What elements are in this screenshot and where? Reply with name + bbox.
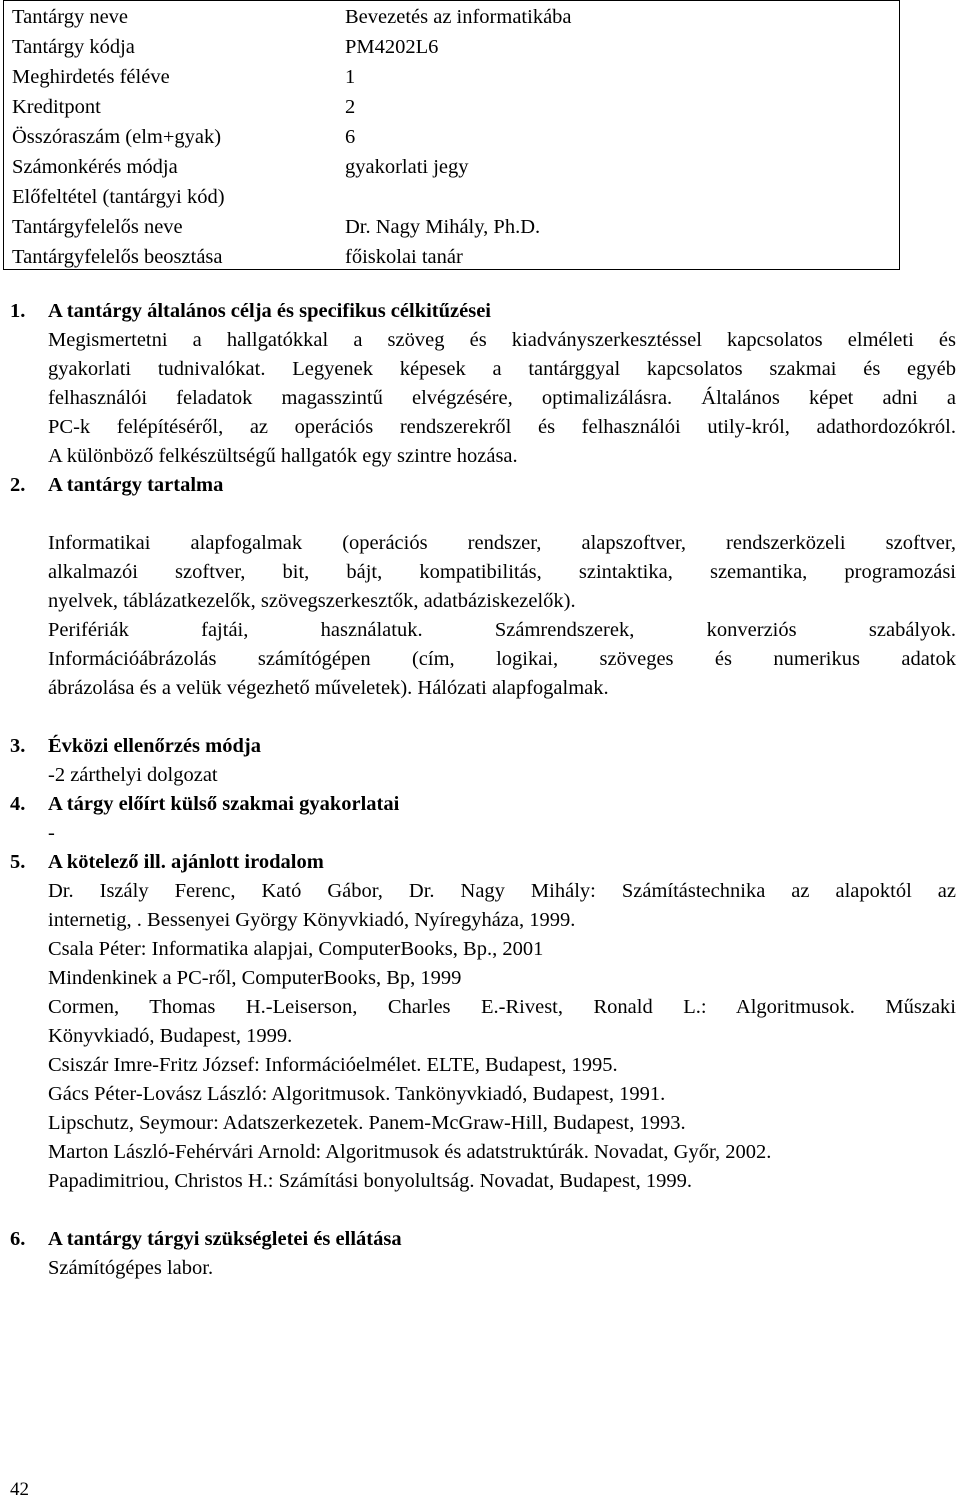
row-label: Tantárgy neve [12,6,129,28]
course-code-row [4,32,899,62]
row-value: PM4202L6 [345,36,439,58]
row-label: Tantárgyfelelős neve [12,216,183,238]
section-title: A tantárgy általános célja és specifikus célkitűzései [48,300,491,322]
reference-item: Dr. Iszály Ferenc, Kató Gábor, Dr. Nagy Mihály: Számítástechnika az alapoktól az [48,880,956,902]
credit-row [4,92,899,122]
spacer [48,703,956,732]
responsible-position-row [4,242,899,272]
responsible-name-row [4,212,899,242]
prerequisite-row [4,182,899,212]
section-6-heading [10,1225,956,1254]
row-value: Bevezetés az informatikába [345,6,572,28]
row-label: Meghirdetés féléve [12,66,170,88]
section-2-heading [10,471,956,500]
row-value: 1 [345,66,356,88]
section-number: 4. [10,793,26,815]
total-hours-row [4,122,899,152]
section-number: 2. [10,474,26,496]
course-name-row [4,2,899,32]
section-5-heading [10,848,956,877]
row-value: gyakorlati jegy [345,156,469,178]
section-1-line: felhasználói feladatok magasszintű elvégzésére, optimalizálásra. Általános képet adni a [48,387,956,409]
row-label: Kreditpont [12,96,101,118]
row-label: Előfeltétel (tantárgyi kód) [12,186,225,208]
section-number: 6. [10,1228,26,1250]
semester-row [4,62,899,92]
section-1-line: Megismertetni a hallgatókkal a szöveg és kiadványszerkesztéssel kapcsolatos elméleti és [48,329,956,351]
section-3-line: -2 zárthelyi dolgozat [48,764,218,786]
section-2-line: nyelvek, táblázatkezelők, szövegszerkesztők, adatbáziskezelők). [48,590,576,612]
reference-item: Papadimitriou, Christos H.: Számítási bonyolultság. Novadat, Budapest, 1999. [48,1170,692,1192]
spacer [48,500,956,529]
section-2-line: alkalmazói szoftver, bit, bájt, kompatibilitás, szintaktika, szemantika, programozási [48,561,956,583]
reference-item: Mindenkinek a PC-ről, ComputerBooks, Bp, 1999 [48,967,462,989]
section-1-line: gyakorlati tudnivalókat. Legyenek képesek a tantárggyal kapcsolatos szakmai és egyéb [48,358,956,380]
row-label: Tantárgy kódja [12,36,135,58]
row-label: Összóraszám (elm+gyak) [12,126,222,148]
reference-item: Könyvkiadó, Budapest, 1999. [48,1025,293,1047]
section-2-line: Információábrázolás számítógépen (cím, logikai, szöveges és numerikus adatok [48,648,956,670]
assessment-row [4,152,899,182]
reference-item: Marton László-Fehérvári Arnold: Algoritmusok és adatstruktúrák. Novadat, Győr, 2002. [48,1141,772,1163]
section-2-line: Informatikai alapfogalmak (operációs rendszer, alapszoftver, rendszerközeli szoftver, [48,532,956,554]
document-body [10,297,956,1283]
row-value: 6 [345,126,356,148]
section-number: 1. [10,300,26,322]
section-title: A tantárgy tartalma [48,474,224,496]
reference-item: Lipschutz, Seymour: Adatszerkezetek. Panem-McGraw-Hill, Budapest, 1993. [48,1112,686,1134]
section-6-line: Számítógépes labor. [48,1257,214,1279]
section-title: A tárgy előírt külső szakmai gyakorlatai [48,793,400,815]
row-value: főiskolai tanár [345,246,463,268]
course-info-table [3,0,900,270]
section-2-line: ábrázolása és a velük végezhető műveletek). Hálózati alapfogalmak. [48,677,609,699]
section-4-heading [10,790,956,819]
row-value: Dr. Nagy Mihály, Ph.D. [345,216,541,238]
spacer [48,1196,956,1225]
section-1-line: PC-k felépítéséről, az operációs rendszerekről és felhasználói utily-król, adathordozókról. [48,416,956,438]
reference-item: Gács Péter-Lovász László: Algoritmusok. Tankönyvkiadó, Budapest, 1991. [48,1083,666,1105]
section-1-line: A különböző felkészültségű hallgatók egy szintre hozása. [48,445,518,467]
section-number: 5. [10,851,26,873]
section-title: Évközi ellenőrzés módja [48,735,261,757]
section-title: A kötelező ill. ajánlott irodalom [48,851,324,873]
section-3-heading [10,732,956,761]
reference-item: internetig, . Bessenyei György Könyvkiadó, Nyíregyháza, 1999. [48,909,576,931]
row-value: 2 [345,96,356,118]
reference-item: Cormen, Thomas H.-Leiserson, Charles E.-Rivest, Ronald L.: Algoritmusok. Műszaki [48,996,956,1018]
reference-item: Csiszár Imre-Fritz József: Információelmélet. ELTE, Budapest, 1995. [48,1054,618,1076]
section-1-heading [10,297,956,326]
row-label: Tantárgyfelelős beosztása [12,246,223,268]
section-title: A tantárgy tárgyi szükségletei és ellátása [48,1228,402,1250]
row-label: Számonkérés módja [12,156,178,178]
section-number: 3. [10,735,26,757]
section-2-line: Perifériák fajtái, használatuk. Számrendszerek, konverziós szabályok. [48,619,956,641]
page-number: 42 [10,1479,29,1500]
section-4-line: - [48,822,55,844]
reference-item: Csala Péter: Informatika alapjai, ComputerBooks, Bp., 2001 [48,938,544,960]
